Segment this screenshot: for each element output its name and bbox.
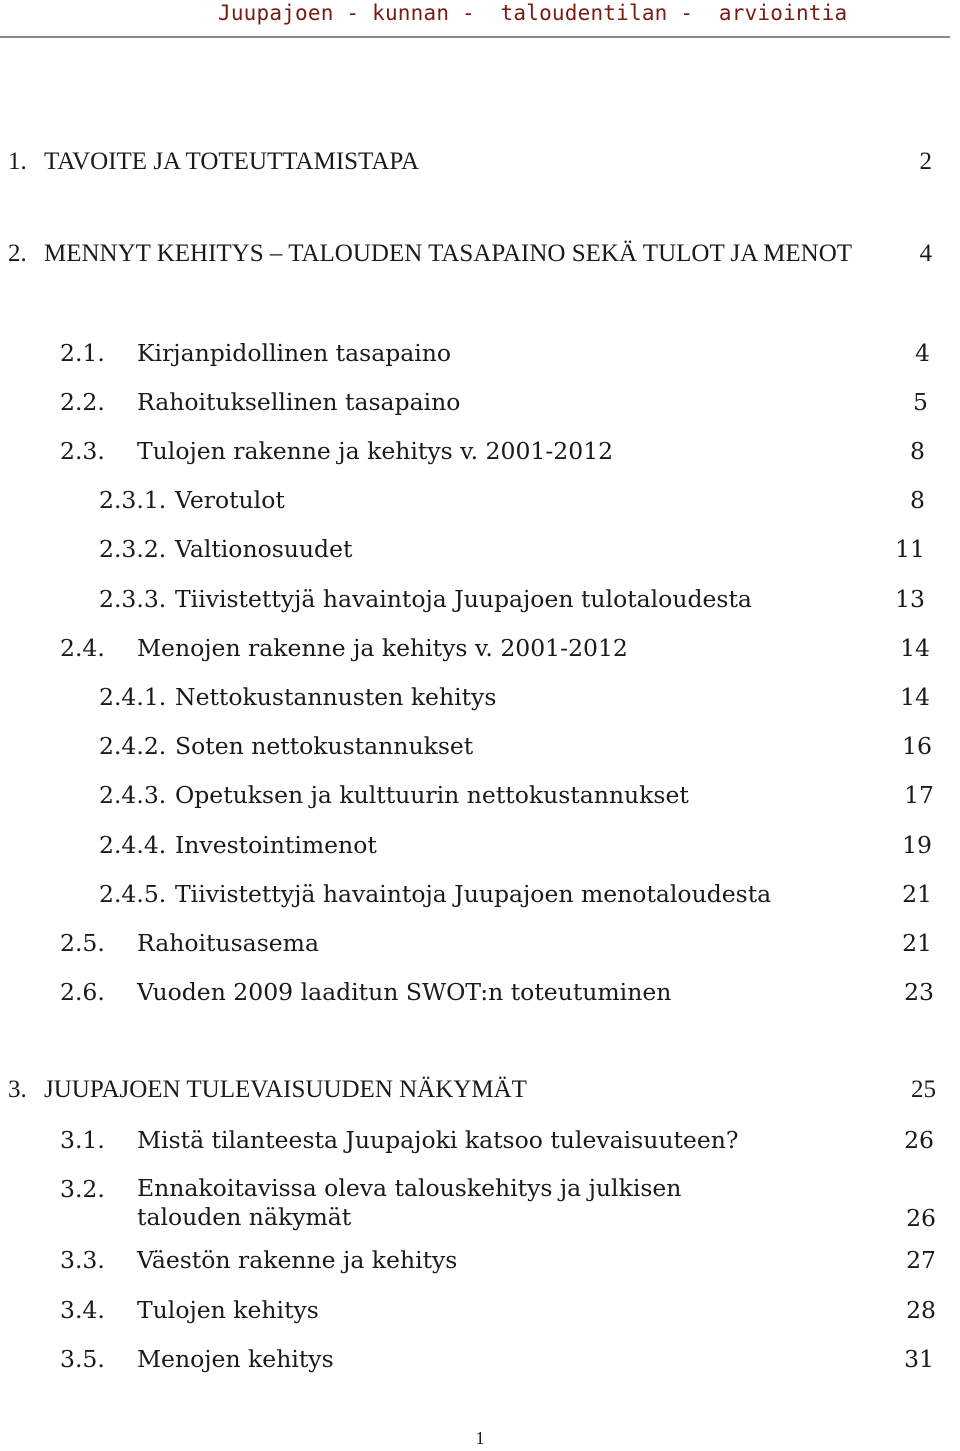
toc-number: 2.5. (60, 929, 105, 957)
toc-number: 3.1. (60, 1126, 105, 1154)
toc-number: 2.3.3. (99, 585, 167, 613)
toc-number: 2.4.1. (99, 683, 167, 711)
toc-number: 2.4. (60, 634, 105, 662)
toc-page: 31 (904, 1345, 934, 1373)
toc-number: 2.2. (60, 388, 105, 416)
toc-number: 2.6. (60, 978, 105, 1006)
toc-page: 19 (902, 831, 932, 859)
toc-page: 23 (904, 978, 934, 1006)
toc-number: 2. (8, 240, 27, 267)
toc-title: Valtionosuudet (175, 535, 353, 563)
toc-title: MENNYT KEHITYS – TALOUDEN TASAPAINO SEKÄ TULOT JA MENOT (44, 240, 853, 267)
toc-page: 4 (915, 339, 930, 367)
toc-page: 14 (900, 634, 930, 662)
toc-title: Väestön rakenne ja kehitys (137, 1246, 458, 1274)
toc-page: 13 (895, 585, 925, 613)
header-title: Juupajoen - kunnan - taloudentilan - arviointia (218, 1, 848, 25)
toc-title: Rahoitusasema (137, 929, 319, 957)
toc-title: Kirjanpidollinen tasapaino (137, 339, 452, 367)
toc-page: 16 (902, 732, 932, 760)
toc-number: 3. (8, 1076, 27, 1103)
toc-page: 26 (906, 1204, 936, 1232)
toc-number: 2.4.5. (99, 880, 167, 908)
toc-number: 2.4.4. (99, 831, 167, 859)
toc-title: Mistä tilanteesta Juupajoki katsoo tulevaisuuteen? (137, 1126, 739, 1154)
toc-number: 3.2. (60, 1175, 105, 1203)
toc-number: 3.3. (60, 1246, 105, 1274)
toc-page: 21 (902, 880, 932, 908)
toc-title: Soten nettokustannukset (175, 732, 474, 760)
toc-page: 8 (910, 486, 925, 514)
toc-title: Tiivistettyjä havaintoja Juupajoen menotaloudesta (175, 880, 772, 908)
toc-page: 4 (919, 240, 932, 267)
toc-page: 28 (906, 1296, 936, 1324)
toc-title: Tiivistettyjä havaintoja Juupajoen tulotaloudesta (175, 585, 752, 613)
toc-title: JUUPAJOEN TULEVAISUUDEN NÄKYMÄT (44, 1076, 527, 1103)
toc-title: Tulojen rakenne ja kehitys v. 2001-2012 (137, 437, 614, 465)
toc-number: 2.3.1. (99, 486, 167, 514)
page-number: 1 (475, 1428, 485, 1448)
toc-page: 11 (895, 535, 925, 563)
toc-title: TAVOITE JA TOTEUTTAMISTAPA (44, 148, 420, 175)
toc-number: 2.4.3. (99, 781, 167, 809)
toc-number: 2.3.2. (99, 535, 167, 563)
toc-title: Rahoituksellinen tasapaino (137, 388, 461, 416)
toc-title: Menojen kehitys (137, 1345, 334, 1373)
toc-page: 25 (911, 1076, 936, 1103)
toc-title: Verotulot (175, 486, 285, 514)
toc-number: 3.5. (60, 1345, 105, 1373)
toc-page: 14 (900, 683, 930, 711)
toc-title: Nettokustannusten kehitys (175, 683, 497, 711)
toc-page: 27 (906, 1246, 936, 1274)
toc-title: Opetuksen ja kulttuurin nettokustannukset (175, 781, 689, 809)
toc-number: 2.1. (60, 339, 105, 367)
toc-title: Ennakoitavissa oleva talouskehitys ja julkisen talouden näkymät (137, 1174, 682, 1231)
toc-number: 2.4.2. (99, 732, 167, 760)
toc-number: 3.4. (60, 1296, 105, 1324)
toc-page: 2 (919, 148, 932, 175)
toc-page: 8 (910, 437, 925, 465)
toc-page: 21 (902, 929, 932, 957)
toc-page: 26 (904, 1126, 934, 1154)
toc-number: 2.3. (60, 437, 105, 465)
toc-title: Tulojen kehitys (137, 1296, 319, 1324)
toc-number: 1. (8, 148, 27, 175)
page-header (0, 0, 950, 38)
toc-title: Menojen rakenne ja kehitys v. 2001-2012 (137, 634, 628, 662)
toc-title: Investointimenot (175, 831, 377, 859)
toc-page: 5 (913, 388, 928, 416)
toc-title: Vuoden 2009 laaditun SWOT:n toteutuminen (137, 978, 672, 1006)
toc-page: 17 (904, 781, 934, 809)
